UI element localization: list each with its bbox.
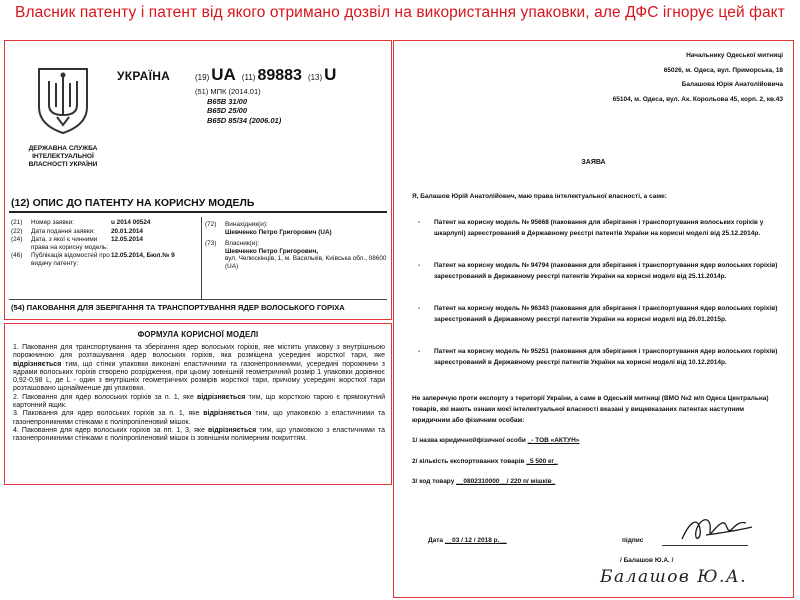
ipc-block	[195, 87, 281, 125]
coat-of-arms-icon	[35, 65, 91, 135]
biblio-row	[11, 228, 201, 236]
biblio-code: (22)	[11, 227, 23, 235]
printed-name: / Балашов Ю.А. /	[620, 557, 674, 564]
address-line: 65026, м. Одеса, вул. Приморська, 18	[663, 66, 783, 74]
patent-bullet: - Патент на корисну модель № 95668 (паковання для зберігання і транспортування волоських горіхів у шкарлупі) зареєстрований в Державному реєстрі патентів України на корисні моделі від 25.12.2014р.	[418, 219, 764, 237]
code-13: (13)	[307, 73, 323, 82]
parties-block	[205, 221, 389, 271]
biblio-value: 12.05.2014	[111, 236, 143, 244]
biblio-row	[11, 236, 201, 251]
signature-label: підпис	[622, 537, 644, 544]
handwritten-name: Балашов Ю.А.	[600, 567, 748, 587]
patent-number: 89883	[257, 67, 302, 84]
formula-panel	[4, 323, 392, 485]
claim-3: 3. Паковання для ядер волоських горіхів за п. 1, яке відрізняється тим, що упаковкою з еластичними та газонепроникними стінками є поліпропіленовий мішок.	[13, 410, 385, 426]
biblio-row	[11, 219, 201, 227]
vertical-divider	[201, 217, 202, 299]
patent-bullet: - Патент на корисну модель № 96343 (паковання для зберігання і транспортування ядер волоських горіхів) зареєстрований в Державному реєстрі патентів України на корисні моделі від 26.01.2015р.	[418, 305, 778, 323]
country-code: UA	[211, 65, 236, 84]
inventor-name: Шевченко Петро Григорович (UA)	[225, 228, 332, 236]
divider	[9, 299, 387, 300]
ipc-class-3: B65D 85/34 (2006.01)	[207, 115, 282, 125]
country-name: УКРАЇНА	[117, 69, 171, 83]
claim-1: 1. Паковання для транспортування та зберігання ядер волоських горіхів, яке містить упаковку з внутрішньою порожниною для розташування ядер волоських горіхів, яка розміщена усередині жорсткої тари, яке відрізняється тим, що стінки упаковки виконані еластичними та газонепроникними, усередині порожнини з ядрами волоських горіхів створено розрідження, при цьому зовнішній геометричний розмір 1 упаковки дорівнює 0,92-0,98 L, де L - один з внутрішніх геометричних розмірів жорсткої тари, причому усередині жорсткої тари розташовано щонайменше дві упаковки.	[13, 344, 385, 393]
owner-address: вул. Челюскінців, 1, м. Васильків, Київська обл., 08600 (UA)	[225, 255, 387, 270]
address-block	[543, 49, 783, 107]
application-heading: ЗАЯВА	[581, 159, 606, 166]
biblio-row	[11, 252, 201, 267]
biblio-code: (24)	[11, 236, 23, 244]
application-panel	[393, 40, 794, 598]
patent-panel	[4, 40, 392, 320]
owner-label: Власник(и):	[225, 240, 260, 248]
address-line: 65104, м. Одеса, вул. Ак. Корольова 45, корп. 2, кв.43	[612, 95, 783, 103]
biblio-value: 20.01.2014	[111, 227, 143, 235]
ipc-class-2: B65D 25/00	[207, 106, 248, 115]
headline: Власник патенту і патент від якого отримано дозвіл на використання упаковки, але ДФС ігнорує цей факт	[15, 4, 785, 21]
bibliographic-data	[11, 219, 201, 269]
code-19: (19)	[195, 73, 210, 82]
claim-4: 4. Паковання для ядер волоських горіхів за пп. 1, 3, яке відрізняється тим, що упаковкою з еластичними та газонепроникними стінками є поліпропіленовий мішок із зовнішнім полімерним покриттям.	[13, 426, 385, 443]
field-quantity: 2/ кількість експортованих товарів _5 500 кг_	[412, 458, 558, 465]
owner-code: (73)	[205, 240, 217, 248]
address-line: Начальнику Одеської митниці	[686, 52, 783, 59]
date-line: Дата __03 / 12 / 2018 р.__	[428, 537, 507, 544]
patent-kind: U	[324, 65, 337, 84]
utility-model-title: (54) ПАКОВАННЯ ДЛЯ ЗБЕРІГАННЯ ТА ТРАНСПОРТУВАННЯ ЯДЕР ВОЛОСЬКОГО ГОРІХА	[11, 303, 345, 312]
application-intro: Я, Балашов Юрій Анатолійович, маю права інтелектуальної власності, а саме:	[412, 193, 667, 200]
biblio-code: (21)	[11, 219, 23, 226]
inventor-label: Винахідник(и):	[225, 221, 268, 228]
owner-name: Шевченко Петро Григорович,	[225, 247, 319, 255]
divider	[9, 211, 387, 213]
consent-paragraph: Не заперечую проти експорту з території України, а саме в Одеській митниці (ВМО №2 м/п Одеса Центральна) товарів, які мають ознаки моєї інтелектуальної власності вказані у вищевказаних патентах наступним юридичним або фізичним особам:	[412, 395, 769, 424]
biblio-label: Публікація відомостей про видачу патенту:	[31, 252, 110, 267]
agency-name: ДЕРЖАВНА СЛУЖБА ІНТЕЛЕКТУАЛЬНОЇ ВЛАСНОСТІ УКРАЇНИ	[28, 145, 98, 168]
patent-number-row	[195, 65, 336, 85]
biblio-value: 12.05.2014, Бюл.№ 9	[111, 252, 175, 260]
code-11: (11)	[241, 73, 256, 82]
formula-body	[13, 344, 385, 444]
biblio-code: (46)	[11, 252, 23, 260]
ipc-class-1: B65B 31/00	[207, 96, 248, 106]
patent-bullet: - Патент на корисну модель № 95251 (паковання для зберігання і транспортування ядер волоських горіхів) зареєстрований в Державному реєстрі патентів України на корисні моделі від 10.12.2014р.	[418, 348, 778, 366]
biblio-label: Дата, з якої є чинними права на корисну модель:	[31, 236, 109, 251]
field-entity: 1/ назва юридичної/фізичної особи _- ТОВ «АКТУН»	[412, 437, 580, 444]
patent-bullet: - Патент на корисну модель № 94794 (паковання для зберігання і транспортування ядер волоських горіхів) зареєстрований в Державному реєстрі патентів України на корисні моделі від 25.11.2014р.	[418, 262, 778, 280]
claim-2: 2. Паковання для ядер волоських горіхів за п. 1, яке відрізняється тим, що жорсткою тарою є прямокутний картонний ящик.	[13, 393, 385, 410]
address-line: Балашова Юрія Анатолійовича	[681, 81, 783, 88]
field-product-code: 3/ код товару __0802310000__/ 220 п/ мішків_	[412, 478, 556, 485]
inventor-code: (72)	[205, 221, 217, 228]
biblio-label: Номер заявки:	[31, 219, 74, 226]
biblio-value: u 2014 00524	[111, 219, 151, 226]
document-title: (12) ОПИС ДО ПАТЕНТУ НА КОРИСНУ МОДЕЛЬ	[11, 197, 255, 209]
biblio-label: Дата подання заявки:	[31, 227, 95, 235]
formula-title: ФОРМУЛА КОРИСНОЇ МОДЕЛІ	[137, 330, 259, 339]
signature-icon	[676, 509, 756, 549]
ipc-label: (51) МПК (2014.01)	[195, 87, 261, 96]
